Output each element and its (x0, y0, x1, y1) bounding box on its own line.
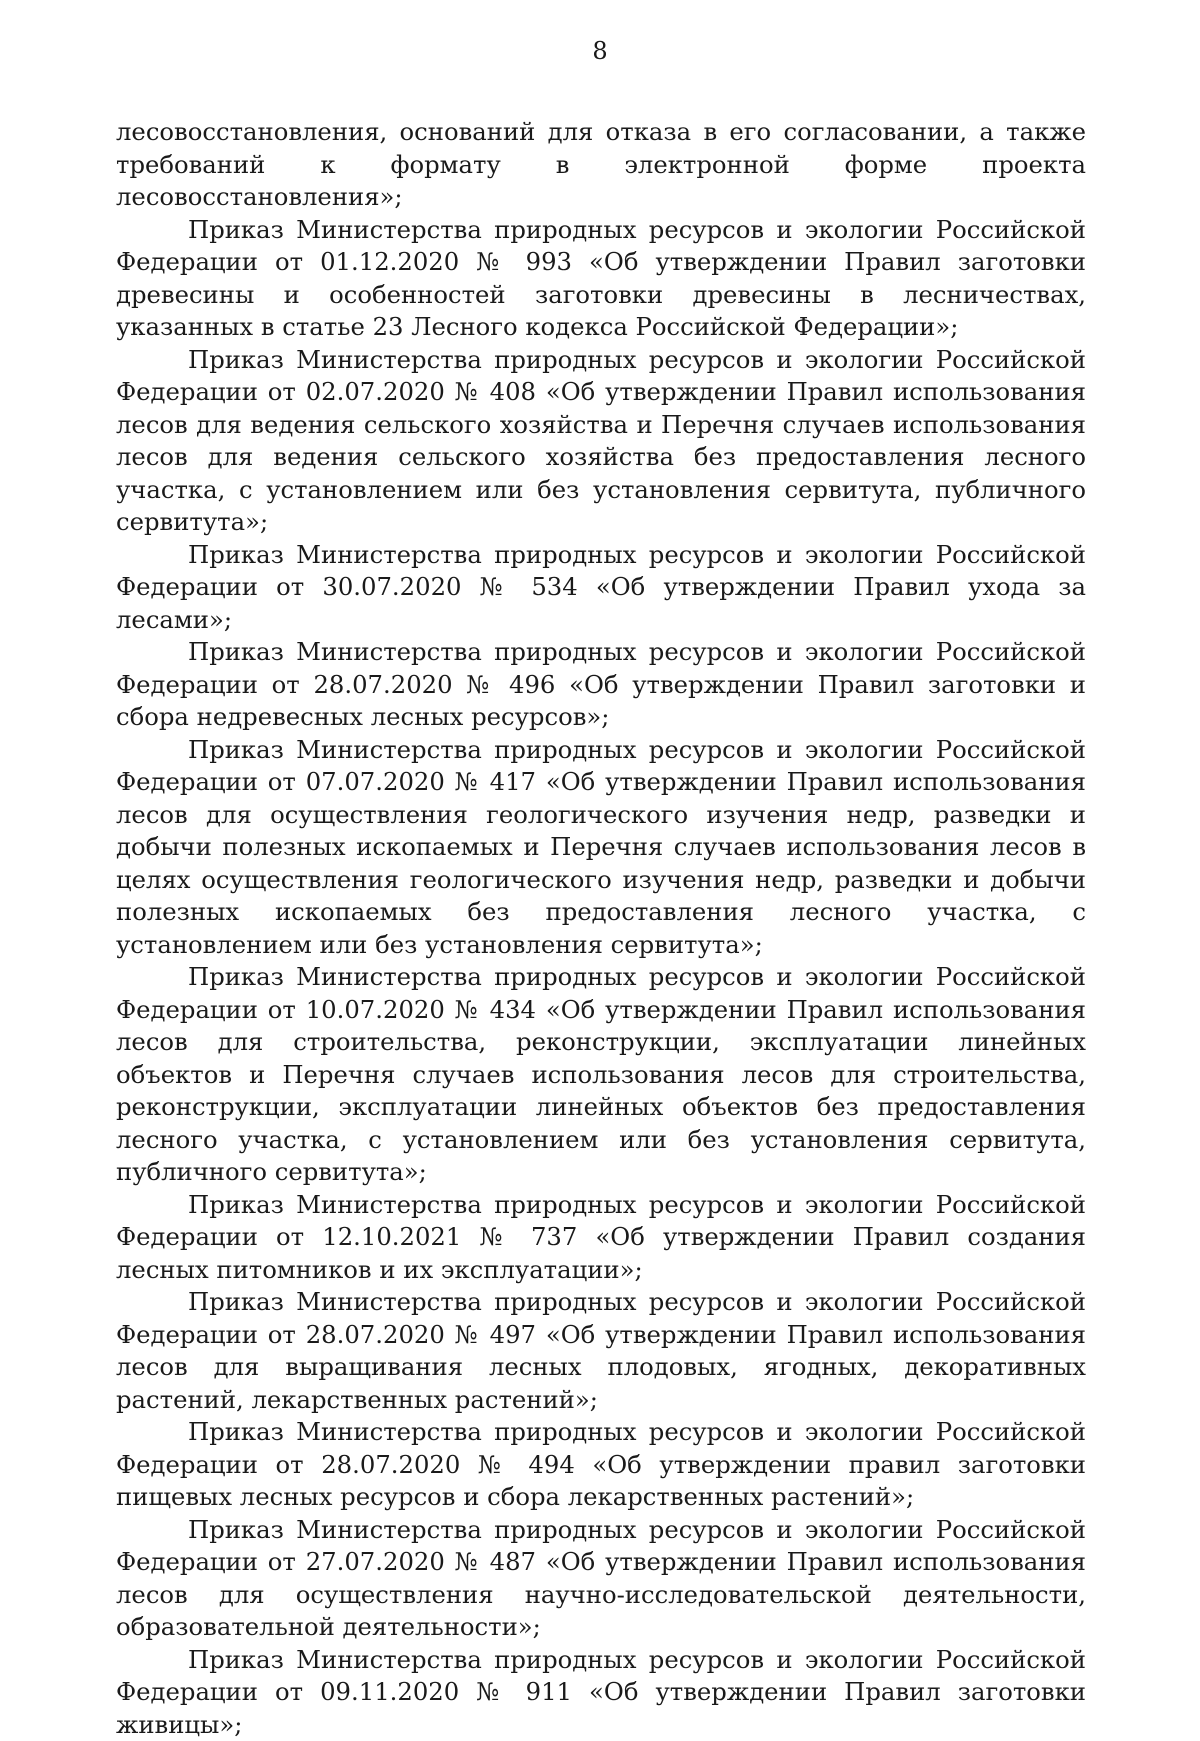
paragraph-5: Приказ Министерства природных ресурсов и экологии Российской Федерации от 28.07.2020 № 496 «Об утверждении Правил заготовки и сбора недревесных лесных ресурсов»; (116, 636, 1086, 734)
paragraph-3: Приказ Министерства природных ресурсов и экологии Российской Федерации от 02.07.2020 № 408 «Об утверждении Правил использования лесов для ведения сельского хозяйства и Перечня случаев использования лесов для ведения сельского хозяйства без предоставления лесного участка, с установлением или без установления сервитута, публичного сервитута»; (116, 344, 1086, 539)
paragraph-2: Приказ Министерства природных ресурсов и экологии Российской Федерации от 01.12.2020 № 993 «Об утверждении Правил заготовки древесины и особенностей заготовки древесины в лесничествах, указанных в статье 23 Лесного кодекса Российской Федерации»; (116, 214, 1086, 344)
page-number: 8 (0, 36, 1200, 66)
paragraph-7: Приказ Министерства природных ресурсов и экологии Российской Федерации от 10.07.2020 № 434 «Об утверждении Правил использования лесов для строительства, реконструкции, эксплуатации линейных объектов и Перечня случаев использования лесов для строительства, реконструкции, эксплуатации линейных объектов без предоставления лесного участка, с установлением или без установления сервитута, публичного сервитута»; (116, 961, 1086, 1189)
paragraph-12: Приказ Министерства природных ресурсов и экологии Российской Федерации от 09.11.2020 № 911 «Об утверждении Правил заготовки живицы»; (116, 1644, 1086, 1741)
paragraph-11: Приказ Министерства природных ресурсов и экологии Российской Федерации от 27.07.2020 № 487 «Об утверждении Правил использования лесов для осуществления научно-исследовательской деятельности, образовательной деятельности»; (116, 1514, 1086, 1644)
document-body (116, 116, 1086, 1741)
paragraph-9: Приказ Министерства природных ресурсов и экологии Российской Федерации от 28.07.2020 № 497 «Об утверждении Правил использования лесов для выращивания лесных плодовых, ягодных, декоративных растений, лекарственных растений»; (116, 1286, 1086, 1416)
paragraph-4: Приказ Министерства природных ресурсов и экологии Российской Федерации от 30.07.2020 № 534 «Об утверждении Правил ухода за лесами»; (116, 539, 1086, 637)
paragraph-8: Приказ Министерства природных ресурсов и экологии Российской Федерации от 12.10.2021 № 737 «Об утверждении Правил создания лесных питомников и их эксплуатации»; (116, 1189, 1086, 1287)
paragraph-1: лесовосстановления, оснований для отказа в его согласовании, а также требований к формату в электронной форме проекта лесовосстановления»; (116, 116, 1086, 214)
paragraph-6: Приказ Министерства природных ресурсов и экологии Российской Федерации от 07.07.2020 № 417 «Об утверждении Правил использования лесов для осуществления геологического изучения недр, разведки и добычи полезных ископаемых и Перечня случаев использования лесов в целях осуществления геологического изучения недр, разведки и добычи полезных ископаемых без предоставления лесного участка, с установлением или без установления сервитута»; (116, 734, 1086, 962)
paragraph-10: Приказ Министерства природных ресурсов и экологии Российской Федерации от 28.07.2020 № 494 «Об утверждении правил заготовки пищевых лесных ресурсов и сбора лекарственных растений»; (116, 1416, 1086, 1514)
